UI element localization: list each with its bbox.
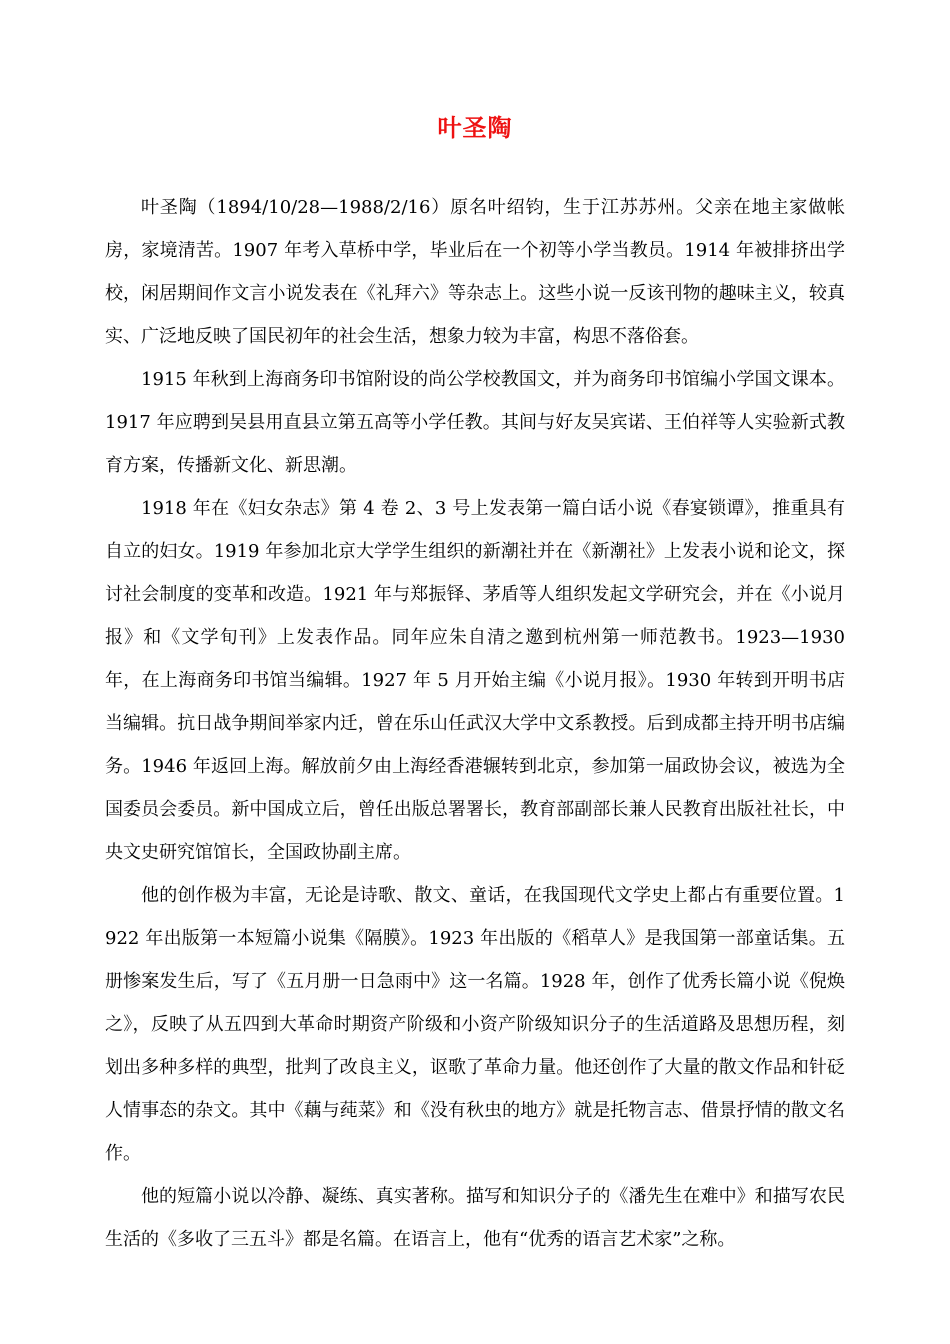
page-title: 叶圣陶	[437, 113, 513, 142]
paragraph-major-works: 他的创作极为丰富，无论是诗歌、散文、童话，在我国现代文学史上都占有重要位置。1922 年出版第一本短篇小说集《隔膜》。1923 年出版的《稻草人》是我国第一部童话集。五册惨案发生后，写了《五月册一日急雨中》这一名篇。1928 年，创作了优秀长篇小说《倪焕之》，反映了从五四到大革命时期资产阶级和小资产阶级知识分子的生活道路及思想历程，刻划出多种多样的典型，批判了改良主义，讴歌了革命力量。他还创作了大量的散文作品和针砭人情事态的杂文。其中《藕与莼菜》和《没有秋虫的地方》就是托物言志、借景抒情的散文名作。	[105, 885, 845, 1164]
paragraph-short-stories: 他的短篇小说以冷静、凝练、真实著称。描写和知识分子的《潘先生在难中》和描写农民生活的《多收了三五斗》都是名篇。在语言上，他有“优秀的语言艺术家”之称。	[105, 1186, 845, 1250]
paragraph-teaching-career: 1915 年秋到上海商务印书馆附设的尚公学校教国文，并为商务印书馆编小学国文课本。1917 年应聘到吴县用直县立第五高等小学任教。其间与好友吴宾诺、王伯祥等人实验新式教育方案，传播新文化、新思潮。	[105, 369, 845, 476]
paragraph-biography-early-life: 叶圣陶（1894/10/28—1988/2/16）原名叶绍钧，生于江苏苏州。父亲在地主家做帐房，家境清苦。1907 年考入草桥中学，毕业后在一个初等小学当教员。1914 年被排挤出学校，闲居期间作文言小说发表在《礼拜六》等杂志上。这些小说一反该刊物的趣味主义，较真实、广泛地反映了国民初年的社会生活，想象力较为丰富，构思不落俗套。	[105, 197, 845, 347]
paragraph-literary-career: 1918 年在《妇女杂志》第 4 卷 2、3 号上发表第一篇白话小说《春宴锁谭》，推重具有自立的妇女。1919 年参加北京大学学生组织的新潮社并在《新潮社》上发表小说和论文，探讨社会制度的变革和改造。1921 年与郑振铎、茅盾等人组织发起文学研究会，并在《小说月报》和《文学旬刊》上发表作品。同年应朱自清之邀到杭州第一师范教书。1923—1930 年，在上海商务印书馆当编辑。1927 年 5 月开始主编《小说月报》。1930 年转到开明书店当编辑。抗日战争期间举家内迁，曾在乐山任武汉大学中文系教授。后到成都主持开明书店编务。1946 年返回上海。解放前夕由上海经香港辗转到北京，参加第一届政协会议，被选为全国委员会委员。新中国成立后，曾任出版总署署长，教育部副部长兼人民教育出版社社长，中央文史研究馆馆长，全国政协副主席。	[105, 498, 845, 863]
document-body	[0, 144, 950, 1261]
